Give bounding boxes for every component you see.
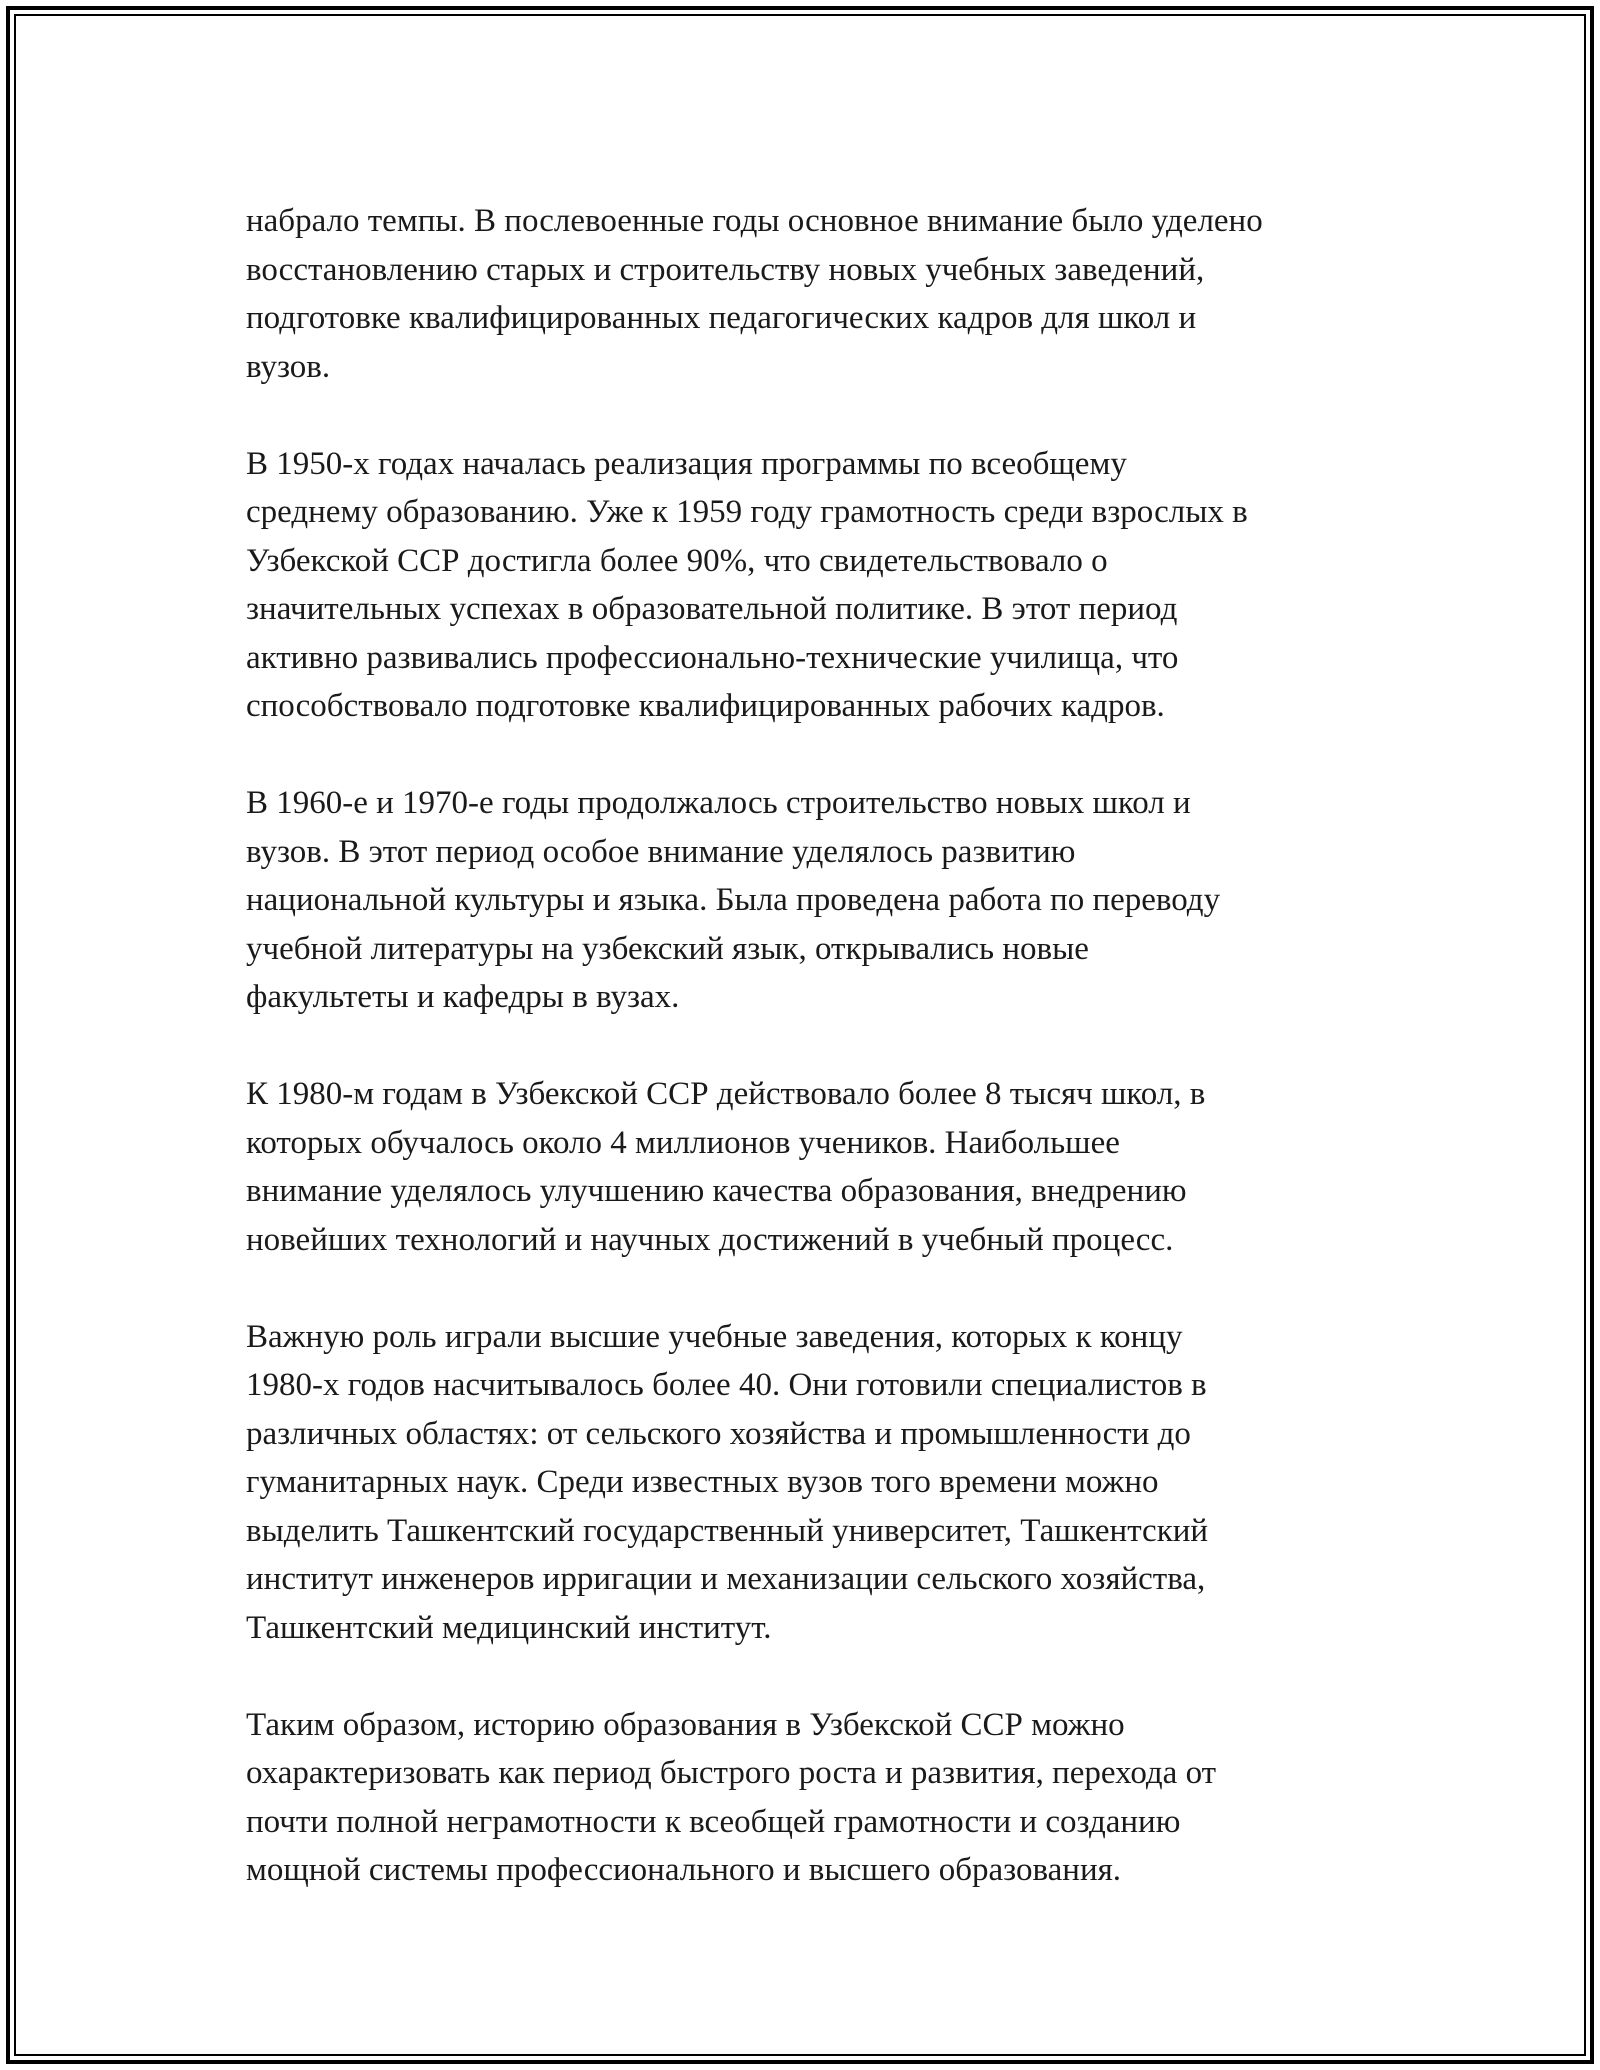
paragraph [246,1070,1396,1264]
text-line: новейших технологий и научных достижений в учебный процесс. [246,1221,1174,1258]
text-line: активно развивались профессионально-технические училища, что [246,639,1179,676]
text-line: Ташкентский медицинский институт. [246,1609,772,1646]
text-line: выделить Ташкентский государственный университет, Ташкентский [246,1512,1209,1549]
text-line: К 1980-м годам в Узбекской ССР действовало более 8 тысяч школ, в [246,1076,1206,1112]
text-line: Важную роль играли высшие учебные заведения, которых к концу [246,1318,1183,1355]
text-line: вузов. [246,348,331,385]
text-line: учебной литературы на узбекский язык, открывались новые [246,930,1089,967]
text-line: почти полной неграмотности к всеобщей грамотности и созданию [246,1803,1181,1840]
text-line: значительных успехах в образовательной политике. В этот период [246,591,1178,627]
text-line: Узбекской ССР достигла более 90%, что свидетельствовало о [246,542,1108,579]
document-body [246,197,1396,1895]
paragraph [246,197,1396,391]
page-border [6,6,1594,2064]
text-line: охарактеризовать как период быстрого роста и развития, перехода от [246,1755,1217,1791]
paragraph [246,779,1396,1022]
paragraph [246,440,1396,731]
text-line: набрало темпы. В послевоенные годы основное внимание было уделено [246,203,1263,239]
text-line: В 1950-х годах началась реализация программы по всеобщему [246,445,1127,482]
text-line: среднему образованию. Уже к 1959 году грамотность среди взрослых в [246,494,1248,530]
text-line: способствовало подготовке квалифицированных рабочих кадров. [246,688,1165,724]
text-line: которых обучалось около 4 миллионов учеников. Наибольшее [246,1124,1120,1161]
text-line: гуманитарных наук. Среди известных вузов того времени можно [246,1464,1159,1500]
text-line: различных областях: от сельского хозяйства и промышленности до [246,1415,1191,1452]
paragraph [246,1701,1396,1895]
text-line: национальной культуры и языка. Была проведена работа по переводу [246,882,1221,918]
text-line: подготовке квалифицированных педагогических кадров для школ и [246,300,1197,336]
text-line: мощной системы профессионального и высшего образования. [246,1852,1122,1888]
text-line: Таким образом, историю образования в Узбекской ССР можно [246,1706,1125,1743]
text-line: факультеты и кафедры в вузах. [246,979,680,1015]
text-line: восстановлению старых и строительству новых учебных заведений, [246,251,1205,288]
text-line: вузов. В этот период особое внимание уделялось развитию [246,833,1076,870]
text-line: внимание уделялось улучшению качества образования, внедрению [246,1173,1187,1209]
text-line: В 1960-е и 1970-е годы продолжалось строительство новых школ и [246,785,1191,821]
text-line: институт инженеров ирригации и механизации сельского хозяйства, [246,1561,1206,1597]
paragraph [246,1313,1396,1653]
text-line: 1980-х годов насчитывалось более 40. Они готовили специалистов в [246,1367,1207,1403]
